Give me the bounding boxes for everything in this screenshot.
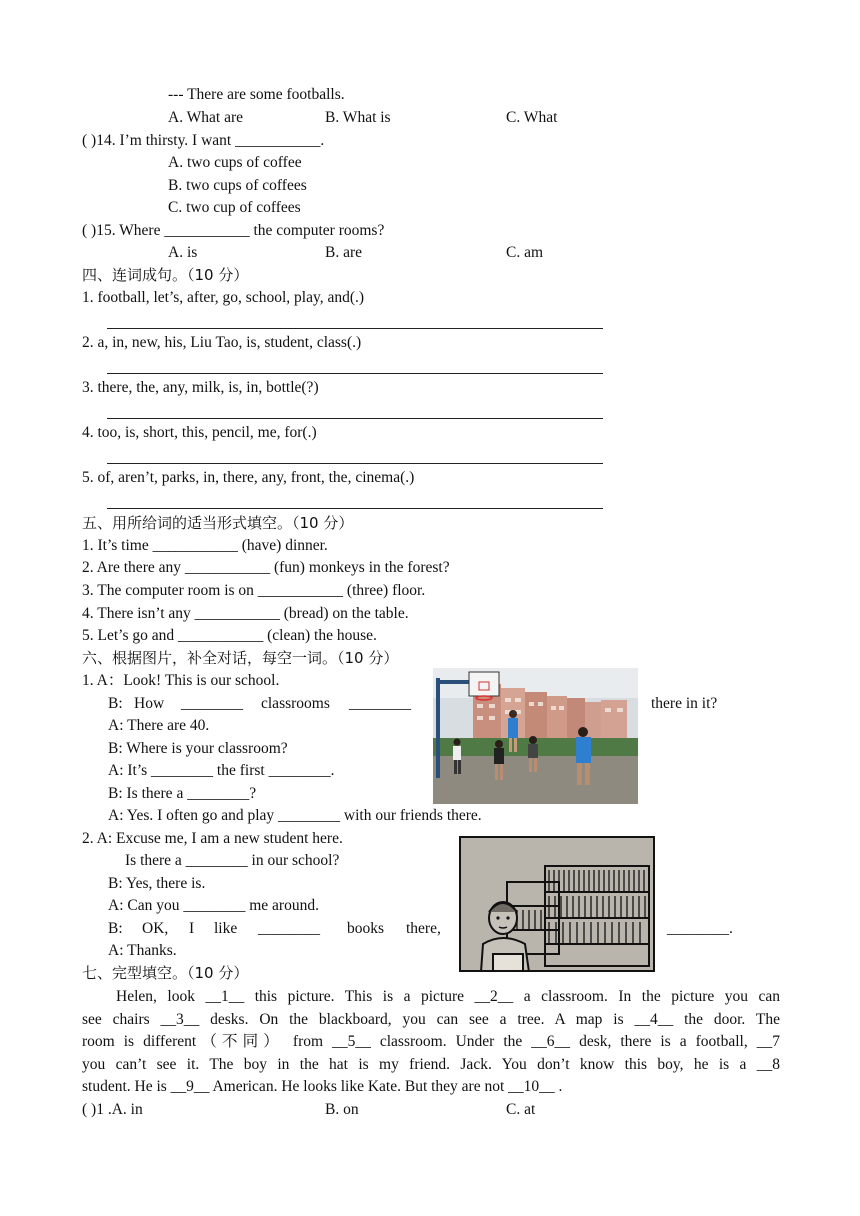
dialogue2-line6: A: Thanks. <box>108 942 177 959</box>
q14-option-c: C. two cup of coffees <box>168 199 301 216</box>
section5-item-2: 2. Are there any ___________ (fun) monkeys in the forest? <box>82 559 450 576</box>
section4-item-3: 3. there, the, any, milk, is, in, bottle(?) <box>82 379 319 396</box>
section4-item-5: 5. of, aren’t, parks, in, there, any, front, the, cinema(.) <box>82 469 415 486</box>
dialogue1-blank-1: ________ <box>181 695 243 712</box>
dialogue2-line4: A: Can you ________ me around. <box>108 897 319 914</box>
cloze-paragraph-line4: you can’t see it. The boy in the hat is my friend. Jack. You don’t know this boy, he is a __8 <box>82 1056 780 1073</box>
dialogue2-word-there: there, <box>406 920 441 937</box>
q15-option-a: A. is <box>168 244 198 261</box>
q14-option-b: B. two cups of coffees <box>168 177 307 194</box>
section5-item-4: 4. There isn’t any ___________ (bread) on the table. <box>82 605 409 622</box>
q14-option-a: A. two cups of coffee <box>168 154 302 171</box>
dialogue2-line1: 2. A: Excuse me, I am a new student here. <box>82 830 343 847</box>
cloze-paragraph-line3: room is different（不同） from __5__ classroom. Under the __6__ desk, there is a football, __7 <box>82 1033 780 1050</box>
dialogue1-line7: A: Yes. I often go and play ________ with our friends there. <box>108 807 482 824</box>
dialogue1-speaker-b: B: <box>108 695 123 712</box>
section4-item-2: 2. a, in, new, his, Liu Tao, is, student, class(.) <box>82 334 362 351</box>
section7-title: 七、完型填空。（10 分） <box>82 964 249 982</box>
dialogue1-word-how: How <box>134 695 165 712</box>
dialogue2-word-ok: OK, <box>142 920 169 937</box>
library-sketch <box>459 836 655 972</box>
section4-title: 四、连词成句。（10 分） <box>82 266 249 284</box>
dialogue2-line5-end: ________. <box>667 920 733 937</box>
dialogue2-line3: B: Yes, there is. <box>108 875 206 892</box>
dialogue1-line1: 1. A：Look! This is our school. <box>82 672 280 689</box>
answer-line-4 <box>107 463 603 464</box>
section5-title: 五、用所给词的适当形式填空。（10 分） <box>82 514 354 532</box>
cloze-q1-stem: ( )1 .A. in <box>82 1101 143 1118</box>
section5-item-3: 3. The computer room is on ___________ (three) floor. <box>82 582 426 599</box>
section5-item-1: 1. It’s time ___________ (have) dinner. <box>82 537 328 554</box>
cloze-q1-option-b: B. on <box>325 1101 359 1118</box>
q15-option-b: B. are <box>325 244 363 261</box>
answer-line-2 <box>107 373 603 374</box>
dialogue1-line4: B: Where is your classroom? <box>108 740 288 757</box>
cloze-paragraph-line5: student. He is __9__ American. He looks like Kate. But they are not __10__ . <box>82 1078 563 1095</box>
q13-option-c: C. What <box>506 109 558 126</box>
section6-title: 六、根据图片，补全对话，每空一词。（10 分） <box>82 649 399 667</box>
dialogue1-word-classrooms: classrooms <box>261 695 330 712</box>
cloze-q1-option-c: C. at <box>506 1101 536 1118</box>
basketball-court-photo <box>433 668 638 804</box>
answer-line-5 <box>107 508 603 509</box>
q15-option-c: C. am <box>506 244 544 261</box>
dialogue1-line5: A: It’s ________ the first ________. <box>108 762 335 779</box>
q13-option-a: A. What are <box>168 109 244 126</box>
answer-line-1 <box>107 328 603 329</box>
dialogue1-blank-2: ________ <box>349 695 411 712</box>
dialogue1-line2-end: there in it? <box>651 695 718 712</box>
dialogue2-blank: ________ <box>258 920 320 937</box>
cloze-paragraph-line2: see chairs __3__ desks. On the blackboard, you can see a tree. A map is __4__ the door. The <box>82 1011 780 1028</box>
q13-option-b: B. What is <box>325 109 391 126</box>
q14-stem: ( )14. I’m thirsty. I want ___________. <box>82 132 325 149</box>
dialogue1-line6: B: Is there a ________? <box>108 785 257 802</box>
section5-item-5: 5. Let’s go and ___________ (clean) the house. <box>82 627 377 644</box>
q13-answer-line: --- There are some footballs. <box>168 86 345 103</box>
q15-stem: ( )15. Where ___________ the computer rooms? <box>82 222 385 239</box>
cloze-paragraph-line1: Helen, look __1__ this picture. This is a picture __2__ a classroom. In the picture you can <box>116 988 780 1005</box>
dialogue2-speaker-b: B: <box>108 920 123 937</box>
answer-line-3 <box>107 418 603 419</box>
dialogue2-word-like: like <box>214 920 238 937</box>
section4-item-4: 4. too, is, short, this, pencil, me, for(.) <box>82 424 317 441</box>
dialogue1-line3: A: There are 40. <box>108 717 210 734</box>
dialogue2-word-i: I <box>189 920 195 937</box>
dialogue2-line2: Is there a ________ in our school? <box>125 852 340 869</box>
dialogue2-word-books: books <box>347 920 385 937</box>
section4-item-1: 1. football, let’s, after, go, school, play, and(.) <box>82 289 365 306</box>
